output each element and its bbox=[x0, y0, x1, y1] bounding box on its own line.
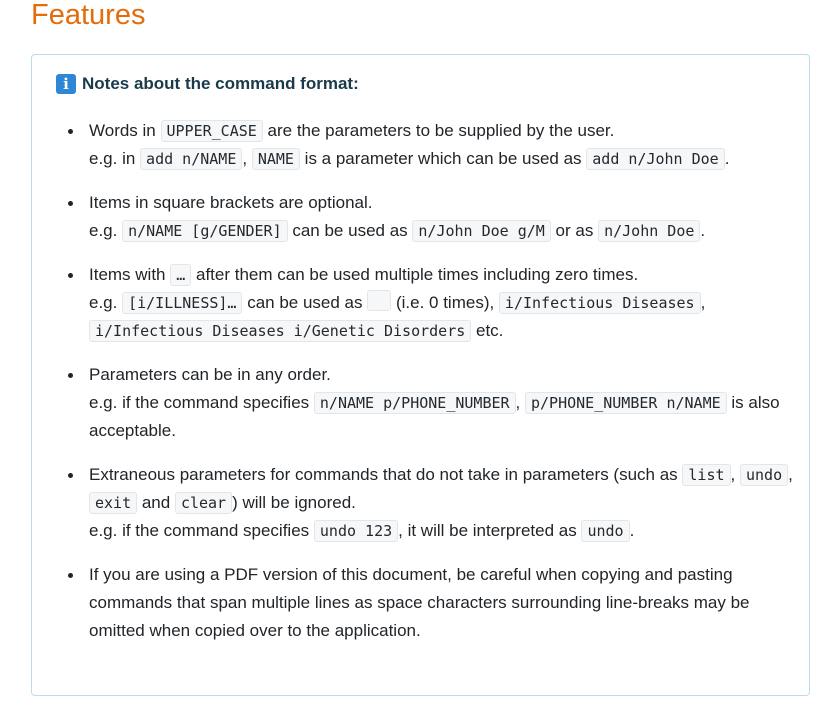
note-text: Items in square brackets are optional. bbox=[89, 193, 373, 212]
note-text: can be used as bbox=[242, 293, 368, 312]
page-title: Features bbox=[31, 0, 146, 31]
note-text: e.g. if the command specifies bbox=[89, 521, 314, 540]
note-text: ) will be ignored. bbox=[232, 493, 356, 512]
note-text: can be used as bbox=[287, 221, 413, 240]
code-snippet: undo bbox=[740, 464, 788, 486]
code-snippet: p/PHONE_NUMBER n/NAME bbox=[525, 392, 727, 414]
code-snippet: add n/NAME bbox=[140, 148, 242, 170]
note-item bbox=[89, 361, 799, 445]
info-icon: i bbox=[56, 74, 76, 94]
code-snippet: n/NAME p/PHONE_NUMBER bbox=[314, 392, 516, 414]
code-snippet: add n/John Doe bbox=[586, 148, 724, 170]
code-snippet: n/NAME [g/GENDER] bbox=[122, 220, 288, 242]
code-snippet: … bbox=[170, 264, 191, 286]
note-item bbox=[89, 117, 799, 173]
note-text: (i.e. 0 times), bbox=[391, 293, 499, 312]
info-callout-box bbox=[31, 54, 810, 696]
code-snippet bbox=[367, 290, 391, 311]
note-text: etc. bbox=[471, 321, 504, 340]
note-item bbox=[89, 561, 799, 645]
code-snippet: UPPER_CASE bbox=[161, 120, 263, 142]
note-text: e.g. bbox=[89, 293, 123, 312]
code-snippet: n/John Doe bbox=[598, 220, 700, 242]
note-text: . bbox=[724, 149, 730, 168]
note-text: , bbox=[788, 465, 793, 484]
note-text: and bbox=[137, 493, 175, 512]
note-text: . bbox=[700, 221, 706, 240]
note-item bbox=[89, 461, 799, 545]
note-text: or as bbox=[550, 221, 599, 240]
note-text: Items with bbox=[89, 265, 171, 284]
code-snippet: undo 123 bbox=[314, 520, 398, 542]
note-text: Extraneous parameters for commands that do not take in parameters (such as bbox=[89, 465, 683, 484]
code-snippet: n/John Doe g/M bbox=[412, 220, 550, 242]
code-snippet: i/Infectious Diseases bbox=[499, 292, 701, 314]
note-text: are the parameters to be supplied by the user. bbox=[262, 121, 615, 140]
note-text: , it will be interpreted as bbox=[398, 521, 582, 540]
code-snippet: exit bbox=[89, 492, 137, 514]
note-text: e.g. bbox=[89, 221, 123, 240]
code-snippet: list bbox=[682, 464, 730, 486]
code-snippet: i/Infectious Diseases i/Genetic Disorders bbox=[89, 320, 471, 342]
note-text: If you are using a PDF version of this document, be careful when copying and pasting commands that span multiple lines as space characters surrounding line-breaks may be omitted when copied over to the application. bbox=[89, 565, 750, 640]
callout-header bbox=[56, 73, 359, 95]
note-text: , bbox=[700, 293, 706, 312]
note-text: after them can be used multiple times including zero times. bbox=[191, 265, 639, 284]
note-text: e.g. in bbox=[89, 149, 141, 168]
code-snippet: undo bbox=[581, 520, 629, 542]
callout-title: Notes about the command format: bbox=[82, 74, 359, 93]
note-text: Words in bbox=[89, 121, 161, 140]
note-text: is a parameter which can be used as bbox=[299, 149, 587, 168]
note-text: e.g. if the command specifies bbox=[89, 393, 314, 412]
notes-list bbox=[89, 117, 799, 661]
code-snippet: clear bbox=[175, 492, 232, 514]
note-text: , bbox=[515, 393, 525, 412]
code-snippet: [i/ILLNESS]… bbox=[122, 292, 242, 314]
note-text: , bbox=[730, 465, 740, 484]
note-text: Parameters can be in any order. bbox=[89, 365, 331, 384]
note-text: is also acceptable. bbox=[89, 393, 780, 440]
note-text: . bbox=[629, 521, 635, 540]
note-text: , bbox=[242, 149, 252, 168]
code-snippet: NAME bbox=[252, 148, 300, 170]
note-item bbox=[89, 261, 799, 345]
note-item bbox=[89, 189, 799, 245]
